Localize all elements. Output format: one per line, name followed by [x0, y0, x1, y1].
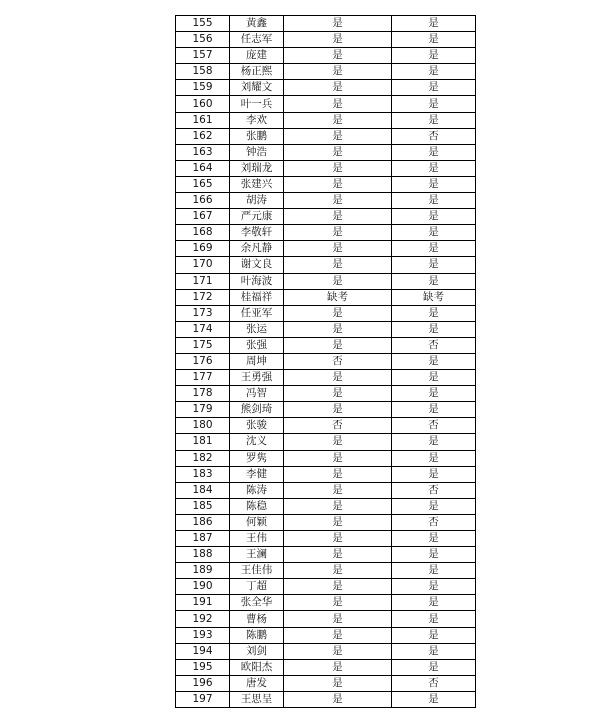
- table-row: [176, 273, 476, 289]
- table-row: [176, 450, 476, 466]
- result-b-cell: 是: [392, 659, 476, 675]
- result-a-cell: 是: [284, 193, 392, 209]
- name-cell: 唐发: [230, 675, 284, 691]
- results-sheet: [175, 15, 476, 708]
- result-b-cell: 是: [392, 434, 476, 450]
- result-b-cell: 是: [392, 547, 476, 563]
- result-a-cell: 是: [284, 498, 392, 514]
- table-row: [176, 611, 476, 627]
- result-b-cell: 是: [392, 176, 476, 192]
- result-b-cell: 是: [392, 579, 476, 595]
- name-cell: 冯智: [230, 386, 284, 402]
- result-a-cell: 是: [284, 112, 392, 128]
- table-row: [176, 482, 476, 498]
- name-cell: 张建兴: [230, 176, 284, 192]
- name-cell: 陈涛: [230, 482, 284, 498]
- table-row: [176, 434, 476, 450]
- row-number-cell: 177: [176, 370, 230, 386]
- result-a-cell: 是: [284, 273, 392, 289]
- result-a-cell: 是: [284, 32, 392, 48]
- row-number-cell: 190: [176, 579, 230, 595]
- table-row: [176, 514, 476, 530]
- row-number-cell: 188: [176, 547, 230, 563]
- row-number-cell: 164: [176, 160, 230, 176]
- row-number-cell: 159: [176, 80, 230, 96]
- result-b-cell: 是: [392, 386, 476, 402]
- result-b-cell: 是: [392, 627, 476, 643]
- row-number-cell: 163: [176, 144, 230, 160]
- result-b-cell: 是: [392, 144, 476, 160]
- result-a-cell: 是: [284, 128, 392, 144]
- table-row: [176, 32, 476, 48]
- result-b-cell: 是: [392, 691, 476, 707]
- table-row: [176, 337, 476, 353]
- name-cell: 张鹏: [230, 128, 284, 144]
- name-cell: 刘耀文: [230, 80, 284, 96]
- row-number-cell: 185: [176, 498, 230, 514]
- name-cell: 张运: [230, 321, 284, 337]
- result-b-cell: 是: [392, 353, 476, 369]
- result-b-cell: 是: [392, 643, 476, 659]
- table-row: [176, 627, 476, 643]
- result-b-cell: 是: [392, 402, 476, 418]
- name-cell: 钟浩: [230, 144, 284, 160]
- row-number-cell: 162: [176, 128, 230, 144]
- result-b-cell: 是: [392, 48, 476, 64]
- result-a-cell: 是: [284, 450, 392, 466]
- row-number-cell: 161: [176, 112, 230, 128]
- result-a-cell: 是: [284, 482, 392, 498]
- row-number-cell: 156: [176, 32, 230, 48]
- row-number-cell: 160: [176, 96, 230, 112]
- name-cell: 曹杨: [230, 611, 284, 627]
- result-a-cell: 是: [284, 691, 392, 707]
- result-a-cell: 是: [284, 80, 392, 96]
- name-cell: 刘剑: [230, 643, 284, 659]
- table-row: [176, 80, 476, 96]
- table-row: [176, 289, 476, 305]
- table-row: [176, 176, 476, 192]
- result-a-cell: 是: [284, 64, 392, 80]
- row-number-cell: 196: [176, 675, 230, 691]
- row-number-cell: 179: [176, 402, 230, 418]
- result-b-cell: 是: [392, 225, 476, 241]
- result-b-cell: 是: [392, 160, 476, 176]
- table-row: [176, 466, 476, 482]
- row-number-cell: 189: [176, 563, 230, 579]
- result-a-cell: 是: [284, 160, 392, 176]
- result-a-cell: 是: [284, 176, 392, 192]
- row-number-cell: 193: [176, 627, 230, 643]
- result-a-cell: 是: [284, 16, 392, 32]
- name-cell: 庞建: [230, 48, 284, 64]
- result-a-cell: 缺考: [284, 289, 392, 305]
- name-cell: 杨正熙: [230, 64, 284, 80]
- name-cell: 桂福祥: [230, 289, 284, 305]
- result-b-cell: 是: [392, 96, 476, 112]
- result-a-cell: 是: [284, 531, 392, 547]
- table-row: [176, 193, 476, 209]
- result-a-cell: 是: [284, 225, 392, 241]
- result-b-cell: 是: [392, 241, 476, 257]
- result-a-cell: 是: [284, 659, 392, 675]
- name-cell: 王伟: [230, 531, 284, 547]
- result-a-cell: 是: [284, 321, 392, 337]
- name-cell: 黄鑫: [230, 16, 284, 32]
- row-number-cell: 180: [176, 418, 230, 434]
- table-row: [176, 353, 476, 369]
- result-b-cell: 是: [392, 450, 476, 466]
- name-cell: 刘瑞龙: [230, 160, 284, 176]
- result-a-cell: 是: [284, 209, 392, 225]
- result-b-cell: 缺考: [392, 289, 476, 305]
- row-number-cell: 183: [176, 466, 230, 482]
- result-a-cell: 是: [284, 370, 392, 386]
- result-b-cell: 是: [392, 16, 476, 32]
- result-a-cell: 是: [284, 144, 392, 160]
- result-b-cell: 是: [392, 466, 476, 482]
- row-number-cell: 155: [176, 16, 230, 32]
- row-number-cell: 184: [176, 482, 230, 498]
- name-cell: 王澜: [230, 547, 284, 563]
- result-a-cell: 是: [284, 241, 392, 257]
- table-row: [176, 241, 476, 257]
- row-number-cell: 174: [176, 321, 230, 337]
- result-b-cell: 否: [392, 418, 476, 434]
- table-row: [176, 64, 476, 80]
- result-b-cell: 是: [392, 595, 476, 611]
- table-row: [176, 112, 476, 128]
- table-row: [176, 144, 476, 160]
- result-b-cell: 是: [392, 531, 476, 547]
- result-b-cell: 是: [392, 32, 476, 48]
- result-b-cell: 是: [392, 370, 476, 386]
- table-row: [176, 305, 476, 321]
- name-cell: 严元康: [230, 209, 284, 225]
- table-row: [176, 579, 476, 595]
- row-number-cell: 166: [176, 193, 230, 209]
- result-a-cell: 是: [284, 547, 392, 563]
- row-number-cell: 181: [176, 434, 230, 450]
- result-a-cell: 是: [284, 402, 392, 418]
- row-number-cell: 194: [176, 643, 230, 659]
- name-cell: 丁超: [230, 579, 284, 595]
- row-number-cell: 191: [176, 595, 230, 611]
- row-number-cell: 173: [176, 305, 230, 321]
- result-a-cell: 否: [284, 418, 392, 434]
- row-number-cell: 167: [176, 209, 230, 225]
- row-number-cell: 187: [176, 531, 230, 547]
- table-row: [176, 16, 476, 32]
- name-cell: 张骏: [230, 418, 284, 434]
- name-cell: 任志军: [230, 32, 284, 48]
- result-b-cell: 是: [392, 193, 476, 209]
- result-a-cell: 是: [284, 563, 392, 579]
- result-b-cell: 是: [392, 112, 476, 128]
- row-number-cell: 192: [176, 611, 230, 627]
- result-b-cell: 否: [392, 128, 476, 144]
- result-b-cell: 是: [392, 80, 476, 96]
- name-cell: 周坤: [230, 353, 284, 369]
- result-b-cell: 是: [392, 563, 476, 579]
- name-cell: 王佳伟: [230, 563, 284, 579]
- row-number-cell: 186: [176, 514, 230, 530]
- name-cell: 何颖: [230, 514, 284, 530]
- name-cell: 谢文良: [230, 257, 284, 273]
- table-row: [176, 402, 476, 418]
- result-a-cell: 是: [284, 257, 392, 273]
- result-b-cell: 是: [392, 305, 476, 321]
- row-number-cell: 182: [176, 450, 230, 466]
- name-cell: 罗隽: [230, 450, 284, 466]
- result-a-cell: 否: [284, 353, 392, 369]
- table-row: [176, 547, 476, 563]
- result-b-cell: 否: [392, 514, 476, 530]
- table-row: [176, 321, 476, 337]
- name-cell: 熊剑琦: [230, 402, 284, 418]
- table-row: [176, 563, 476, 579]
- row-number-cell: 157: [176, 48, 230, 64]
- row-number-cell: 195: [176, 659, 230, 675]
- name-cell: 陈稳: [230, 498, 284, 514]
- result-b-cell: 否: [392, 337, 476, 353]
- row-number-cell: 168: [176, 225, 230, 241]
- table-row: [176, 370, 476, 386]
- result-a-cell: 是: [284, 96, 392, 112]
- table-row: [176, 96, 476, 112]
- table-row: [176, 675, 476, 691]
- table-row: [176, 659, 476, 675]
- table-row: [176, 160, 476, 176]
- result-b-cell: 是: [392, 209, 476, 225]
- name-cell: 沈义: [230, 434, 284, 450]
- name-cell: 陈鹏: [230, 627, 284, 643]
- result-b-cell: 是: [392, 321, 476, 337]
- table-row: [176, 386, 476, 402]
- table-row: [176, 128, 476, 144]
- result-a-cell: 是: [284, 627, 392, 643]
- result-a-cell: 是: [284, 434, 392, 450]
- result-a-cell: 是: [284, 305, 392, 321]
- table-row: [176, 595, 476, 611]
- result-b-cell: 是: [392, 257, 476, 273]
- table-row: [176, 225, 476, 241]
- name-cell: 张全华: [230, 595, 284, 611]
- name-cell: 李健: [230, 466, 284, 482]
- result-b-cell: 否: [392, 482, 476, 498]
- table-row: [176, 691, 476, 707]
- result-a-cell: 是: [284, 386, 392, 402]
- table-row: [176, 643, 476, 659]
- table-row: [176, 531, 476, 547]
- result-a-cell: 是: [284, 466, 392, 482]
- row-number-cell: 178: [176, 386, 230, 402]
- row-number-cell: 176: [176, 353, 230, 369]
- name-cell: 任亚军: [230, 305, 284, 321]
- table-row: [176, 209, 476, 225]
- name-cell: 余凡静: [230, 241, 284, 257]
- result-a-cell: 是: [284, 675, 392, 691]
- result-a-cell: 是: [284, 611, 392, 627]
- table-row: [176, 498, 476, 514]
- row-number-cell: 197: [176, 691, 230, 707]
- table-row: [176, 418, 476, 434]
- result-a-cell: 是: [284, 48, 392, 64]
- name-cell: 李欢: [230, 112, 284, 128]
- name-cell: 叶海波: [230, 273, 284, 289]
- row-number-cell: 158: [176, 64, 230, 80]
- result-a-cell: 是: [284, 514, 392, 530]
- result-a-cell: 是: [284, 337, 392, 353]
- result-b-cell: 是: [392, 273, 476, 289]
- result-b-cell: 是: [392, 64, 476, 80]
- table-row: [176, 257, 476, 273]
- row-number-cell: 171: [176, 273, 230, 289]
- result-b-cell: 是: [392, 498, 476, 514]
- name-cell: 张强: [230, 337, 284, 353]
- row-number-cell: 169: [176, 241, 230, 257]
- row-number-cell: 172: [176, 289, 230, 305]
- result-b-cell: 是: [392, 611, 476, 627]
- name-cell: 李敬轩: [230, 225, 284, 241]
- name-cell: 欧阳杰: [230, 659, 284, 675]
- result-a-cell: 是: [284, 579, 392, 595]
- row-number-cell: 175: [176, 337, 230, 353]
- name-cell: 王思呈: [230, 691, 284, 707]
- row-number-cell: 170: [176, 257, 230, 273]
- table-row: [176, 48, 476, 64]
- name-cell: 胡涛: [230, 193, 284, 209]
- result-a-cell: 是: [284, 595, 392, 611]
- result-a-cell: 是: [284, 643, 392, 659]
- name-cell: 叶一兵: [230, 96, 284, 112]
- result-b-cell: 否: [392, 675, 476, 691]
- results-table-body: [176, 16, 476, 708]
- name-cell: 王勇强: [230, 370, 284, 386]
- row-number-cell: 165: [176, 176, 230, 192]
- results-table: [175, 15, 476, 708]
